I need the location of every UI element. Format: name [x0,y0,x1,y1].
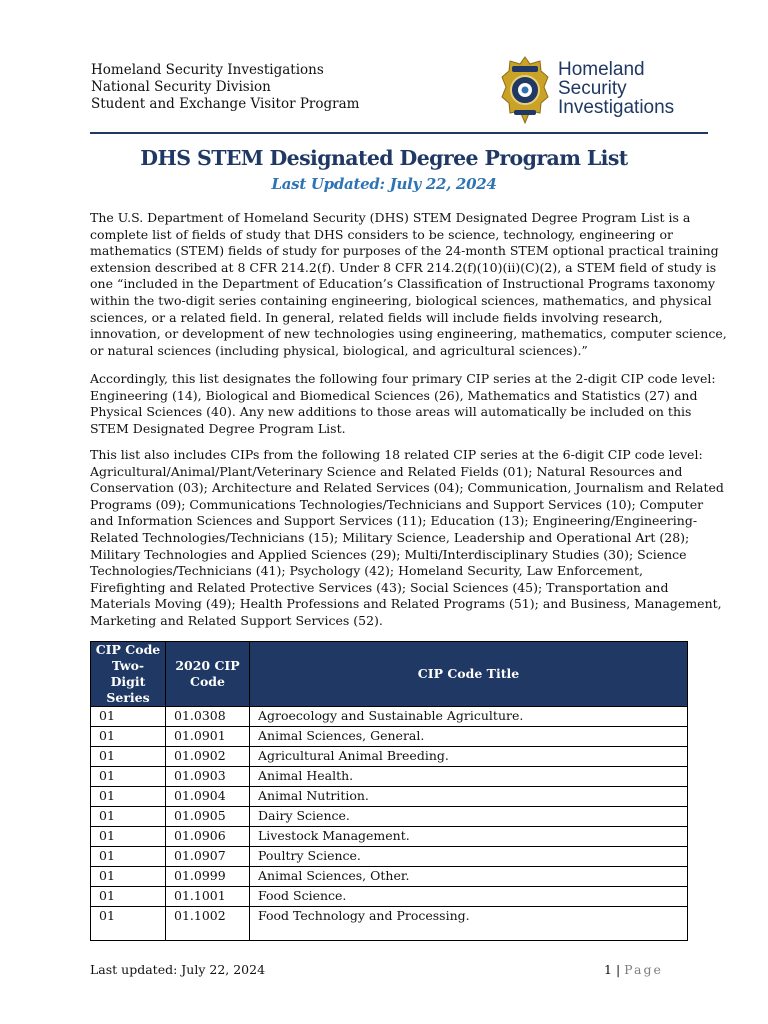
document-title: DHS STEM Designated Degree Program List [140,146,628,170]
text-line: This list also includes CIPs from the following 18 related CIP series at the 6-digit CIP code level: [90,447,703,462]
cip-code-cell: 01.0901 [166,727,250,747]
text-line: STEM Designated Degree Program List. [90,420,346,436]
text-line: or natural sciences (including physical, biological, and agricultural sciences).” [90,342,588,358]
table-row [91,867,688,887]
page-separator: | [615,962,621,977]
footer-last-updated: Last updated: July 22, 2024 [90,962,266,977]
logo-word: Homeland [558,59,645,80]
table-row [91,747,688,767]
cip-title-cell: Animal Nutrition. [250,787,688,807]
text-line: Related Technologies/Technicians (15); Military Science, Leadership and Operational Art (28); [90,529,690,545]
text-line: Technologies/Technicians (41); Psychology (42); Homeland Security, Law Enforcement, [90,563,644,579]
cip-title-cell: Dairy Science. [250,807,688,827]
cip-title-cell: Animal Sciences, General. [250,727,688,747]
header-line: Homeland Security Investigations [91,62,324,78]
primary-series-paragraph [90,371,716,437]
table-row [91,827,688,847]
page-label: Page [624,962,663,977]
cip-code-cell: 01.0903 [166,767,250,787]
cip-code-cell: 01.0906 [166,827,250,847]
text-line: The U.S. Department of Homeland Security (DHS) STEM Designated Degree Program List is a [90,210,691,225]
page-number: 1 [604,962,612,977]
text-line: one “included in the Department of Education’s Classification of Instructional Programs taxonomy [90,276,716,292]
text-line: within the two-digit series containing engineering, biological sciences, mathematics, and physical [90,292,712,308]
cip-code-cell: 01.1002 [166,907,250,941]
text-line: sciences, or a related field. In general, related fields will include fields involving research, [90,309,663,325]
series-cell: 01 [91,887,166,907]
series-cell: 01 [91,787,166,807]
header-divider [90,132,708,134]
text-line: Engineering (14), Biological and Biomedical Sciences (26), Mathematics and Statistics (27) and [90,387,698,403]
series-cell: 01 [91,847,166,867]
table-row [91,847,688,867]
column-header-title: CIP Code Title [250,642,688,707]
related-series-paragraph [90,447,724,630]
series-cell: 01 [91,747,166,767]
table-row [91,887,688,907]
cip-title-cell: Agricultural Animal Breeding. [250,747,688,767]
logo-word: Security [558,78,627,99]
text-line: extension described at 8 CFR 214.2(f). Under 8 CFR 214.2(f)(10)(ii)(C)(2), a STEM field of study is [90,259,717,275]
text-line: Conservation (03); Architecture and Related Services (04); Communication, Journalism and Related [90,480,724,496]
series-cell: 01 [91,807,166,827]
text-line: Agricultural/Animal/Plant/Veterinary Science and Related Fields (01); Natural Resources and [90,463,683,479]
cip-title-cell: Animal Health. [250,767,688,787]
cip-title-cell: Food Science. [250,887,688,907]
column-header-cip-code: 2020 CIP Code [166,642,250,707]
text-line: complete list of fields of study that DHS considers to be science, technology, engineering or [90,226,674,242]
cip-code-cell: 01.0308 [166,707,250,727]
cip-title-cell: Poultry Science. [250,847,688,867]
text-line: innovation, or development of new technologies using engineering, mathematics, computer science, [90,326,727,342]
series-cell: 01 [91,827,166,847]
table-header-row [91,642,688,707]
logo-wordmark [558,60,674,117]
table-row [91,787,688,807]
cip-code-cell: 01.0999 [166,867,250,887]
cip-title-cell: Livestock Management. [250,827,688,847]
text-line: Marketing and Related Support Services (52). [90,612,383,628]
text-line: mathematics (STEM) fields of study for purposes of the 24-month STEM optional practical training [90,243,719,259]
header-line: National Security Division [91,79,271,95]
table-row [91,807,688,827]
cip-title-cell: Food Technology and Processing. [250,907,688,941]
table-row [91,727,688,747]
footer-page-indicator [604,962,663,977]
cip-title-cell: Agroecology and Sustainable Agriculture. [250,707,688,727]
series-cell: 01 [91,707,166,727]
text-line: Programs (09); Communications Technologies/Technicians and Support Services (10); Computer [90,496,704,512]
hsi-logo [500,55,700,127]
cip-title-cell: Animal Sciences, Other. [250,867,688,887]
logo-word: Investigations [558,97,675,118]
hsi-badge-icon [500,55,550,125]
series-cell: 01 [91,907,166,941]
text-line: Military Technologies and Applied Sciences (29); Multi/Interdisciplinary Studies (30); Science [90,546,687,562]
document-subtitle: Last Updated: July 22, 2024 [271,175,497,193]
cip-code-cell: 01.0902 [166,747,250,767]
text-line: Firefighting and Related Protective Services (43); Social Sciences (45); Transportation and [90,579,669,595]
header-line: Student and Exchange Visitor Program [91,96,360,112]
cip-code-cell: 01.1001 [166,887,250,907]
cip-code-cell: 01.0907 [166,847,250,867]
column-header-series: CIP Code Two-Digit Series [91,642,166,707]
cip-code-cell: 01.0905 [166,807,250,827]
text-line: and Information Sciences and Support Services (11); Education (13); Engineering/Engineering- [90,513,698,529]
table-row [91,907,688,941]
table-row [91,707,688,727]
cip-code-table [90,641,688,941]
intro-paragraph [90,210,727,359]
text-line: Accordingly, this list designates the following four primary CIP series at the 2-digit CIP code level: [90,371,716,386]
header-address-block [91,62,359,113]
text-line: Materials Moving (49); Health Professions and Related Programs (51); and Business, Management, [90,596,722,612]
text-line: Physical Sciences (40). Any new additions to those areas will automatically be included on this [90,404,692,420]
series-cell: 01 [91,767,166,787]
series-cell: 01 [91,867,166,887]
series-cell: 01 [91,727,166,747]
cip-code-cell: 01.0904 [166,787,250,807]
table-row [91,767,688,787]
